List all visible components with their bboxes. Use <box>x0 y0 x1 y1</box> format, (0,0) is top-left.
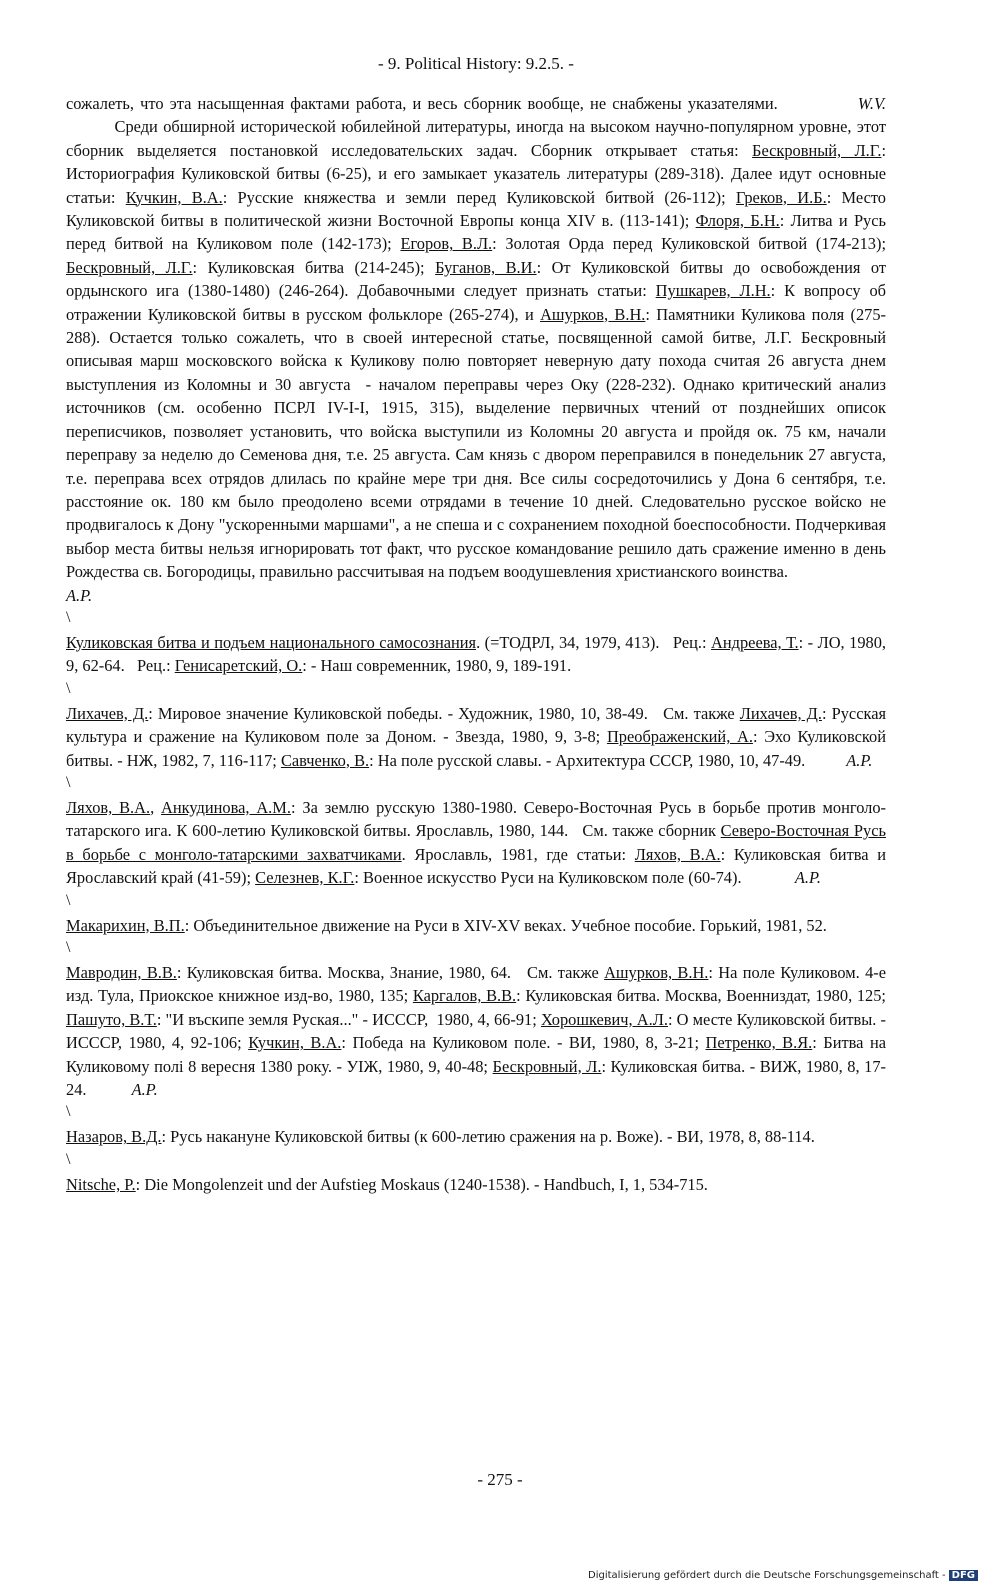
entry-text: Назаров, В.Д.: Русь накануне Куликовской битвы (к 600-летию сражения на р. Воже). - ВИ, 1978, 8, 88-114. <box>66 1127 815 1147</box>
entry-lyakhov <box>66 796 886 890</box>
separator: \ <box>66 608 71 626</box>
page-number: - 275 - <box>477 1470 523 1489</box>
digitization-footer <box>588 1570 978 1581</box>
entry-nazarov <box>66 1125 886 1148</box>
entry-text: Мавродин, В.В.: Куликовская битва. Москва, Знание, 1980, 64. См. также Ашурков, В.Н.: На поле Куликовом. 4-е изд. Тула, Приокское книжное изд-во, 1980, 135; Каргалов, В.В.: Куликовская битва. Москва, Военниздат, 1980, 125; Пашуто, В.Т.: "И въскипе земля Руская..." - ИССCP, 1980, 4, 66-91; Хорошкевич, А.Л.: О месте Куликовской битвы. - ИССCP, 1980, 4, 92-106; Кучкин, В.А.: Победа на Куликовом поле. - ВИ, 1980, 8, 3-21; Петренко, В.Я.: Битва на Куликовому полі 8 вересня 1380 року. - УІЖ, 1980, 9, 40-48; Бескровный, Л.: Куликовская битва. - ВИЖ, 1980, 8, 17-24. A.P. <box>66 963 886 1100</box>
dfg-logo: DFG <box>949 1570 978 1581</box>
entry-text: Куликовская битва и подъем национального самосознания. (=ТОДРЛ, 34, 1979, 413). Рец.: Андреева, Т.: - ЛО, 1980, 9, 62-64. Рец.: Генисаретский, О.: - Наш современник, 1980, 9, 189-191. <box>66 632 887 676</box>
separator: \ <box>66 1150 71 1168</box>
entry-text: сожалеть, что эта насыщенная фактами работа, и весь сборник вообще, не снабжены указателями. W.V. Среди обширной исторической юбилейной литературы, иногда на высоком научно-популярном уровне, этот сборник выделяется постановкой исследовательских задач. Сборник открывает статья: Бескровный, Л.Г.: Историография Куликовской битвы (6-25), и его замыкает указатель литературы (289-318). Далее идут основные статьи: Кучкин, В.А.: Русские княжества и земли перед Куликовской битвой (26-112); Греков, И.Б.: Место Куликовской битвы в политической жизни Восточной Европы конца XIV в. (113-141); Флоря, Б.Н.: Литва и Русь перед битвой на Куликовом поле (142-173); Егоров, В.Л.: Золотая Орда перед Куликовской битвой (174-213); Бескровный, Л.Г.: Куликовская битва (214-245); Буганов, В.И.: От Куликовской битвы до освобождения от ордынского ига (1380-1480) (246-264). Добавочными следует признать статьи: Пушкарев, Л.Н.: К вопросу об отражении Куликовской битвы в русском фольклоре (265-274), и Ашурков, В.Н.: Памятники Куликова поля (275-288). Остается только сожалеть, что в своей интересной статье, посвященной самой битве, Л.Г. Бескровный описывая марш московского войска к Куликову полю повторяет неверную дату похода считая 26 августа днем выступления из Коломны и 30 августа - началом переправы через Оку (228-232). Однако критический анализ источников (см. особенно ПСРЛ IV-I-I, 1915, 315), выделение первичных чтений от позднейших описок переписчиков, позволяет установить, что войска выступили из Коломны 20 августа и пройдя ок. 75 км, начали переправу за неделю до Семенова дня, т.е. 25 августа. Сам князь с двором переправился в понедельник 27 августа, т.е. переправа всех отрядов длилась по крайне мере три дня. Все силы сосредоточились у Дона 6 сентября, т.е. расстояние ок. 180 км было преодолено всеми отрядами в течение 10 дней. Следовательно русское войско не продвигалось к Дону "ускоренными маршами", а не спеша и с сохранением походной боеспособности. Подчеркивая выбор места битвы нельзя игнорировать тот факт, что русское командование решило дать сражение именно в день Рождества св. Богородицы, правильно рассчитывая на подъем воодушевления христианского воинства. A.P. <box>66 94 887 605</box>
separator: \ <box>66 773 71 791</box>
entry-likhachev <box>66 702 886 772</box>
separator: \ <box>66 679 71 697</box>
separator: \ <box>66 891 71 909</box>
entry-makarikhin <box>66 914 886 937</box>
entry-nitsche <box>66 1173 886 1196</box>
entry-text: Ляхов, В.А., Анкудинова, А.М.: За землю русскую 1380-1980. Северо-Восточная Русь в борьбе против монголо-татарского ига. К 600-летию Куликовской битвы. Ярославль, 1980, 144. См. также сборник Северо-Восточная Русь в борьбе с монголо-татарскими захватчиками. Ярославль, 1981, где статьи: Ляхов, В.А.: Куликовская битва и Ярославский край (41-59); Селезнев, К.Г.: Военное искусство Руси на Куликовском поле (60-74). A.P. <box>66 797 887 888</box>
running-head: - 9. Political History: 9.2.5. - <box>378 54 574 73</box>
footer-text: Digitalisierung gefördert durch die Deutsche Forschungsgemeinschaft - <box>588 1570 946 1581</box>
separator: \ <box>66 1103 71 1121</box>
document-page <box>66 54 886 1196</box>
entry-review-continuation <box>66 92 886 607</box>
separator: \ <box>66 939 71 956</box>
entry-kulikovskaya-bitva <box>66 631 886 678</box>
entry-mavrodin <box>66 961 886 1101</box>
entry-text: Nitsche, P.: Die Mongolenzeit und der Aufstieg Moskaus (1240-1538). - Handbuch, I, 1, 534-715. <box>66 1174 708 1194</box>
entry-text: Лихачев, Д.: Мировое значение Куликовской победы. - Художник, 1980, 10, 38-49. См. также Лихачев, Д.: Русская культура и сражение на Куликовом поле за Доном. - Звезда, 1980, 9, 3-8; Преображенский, А.: Эхо Куликовской битвы. - НЖ, 1982, 7, 116-117; Савченко, В.: На поле русской славы. - Архитектура СССР, 1980, 10, 47-49. A.P. <box>66 703 887 770</box>
entry-text: Макарихин, В.П.: Объединительное движение на Руси в XIV-XV веках. Учебное пособие. Горький, 1981, 52. <box>66 915 827 935</box>
